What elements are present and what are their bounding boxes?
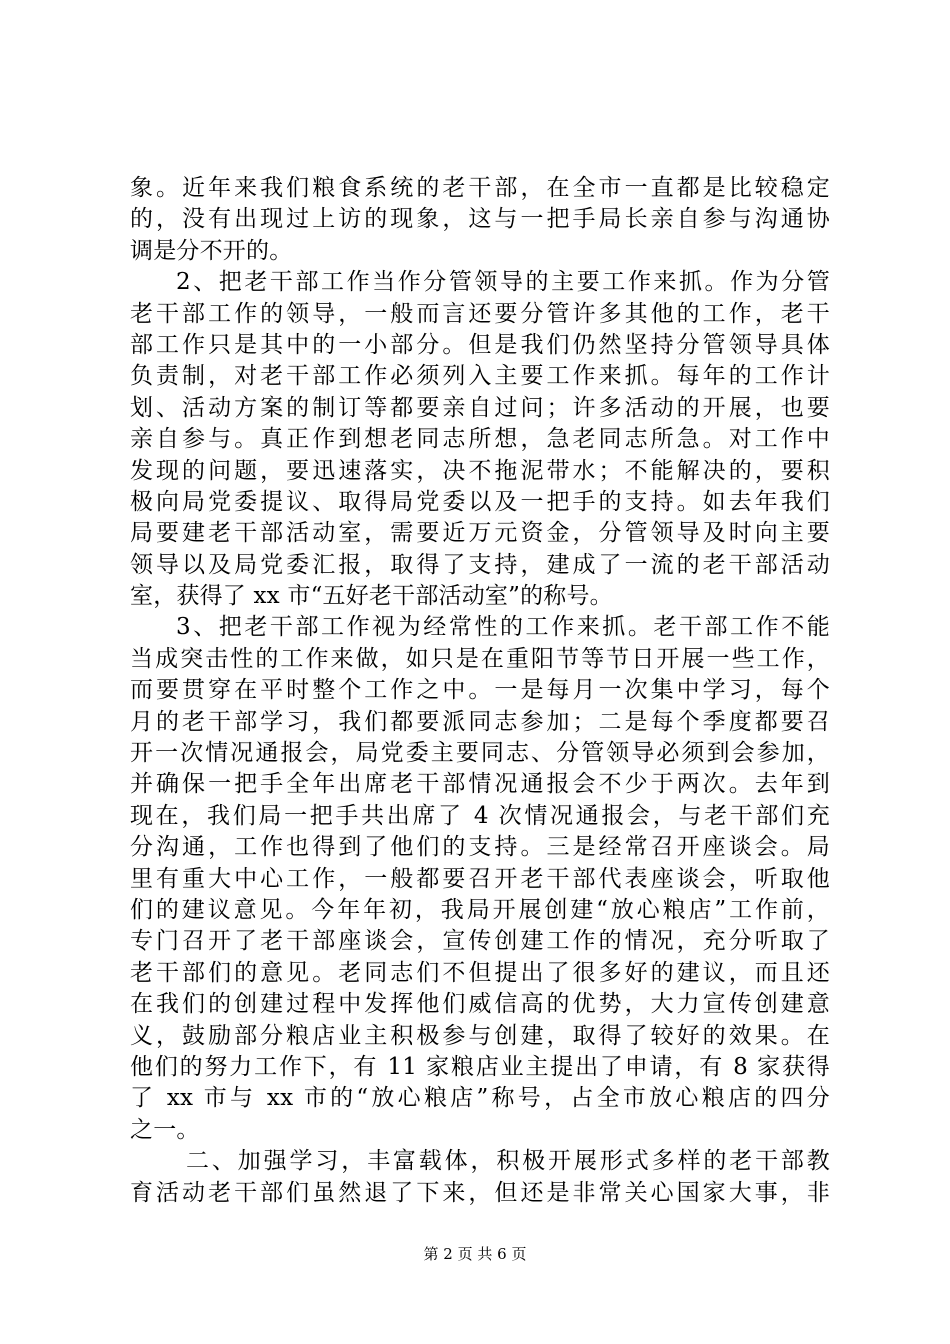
text-line: 月的老干部学习，我们都要派同志参加；二是每个季度都要召 xyxy=(130,708,830,735)
text-line: 的，没有出现过上访的现象，这与一把手局长亲自参与沟通协 xyxy=(130,206,830,233)
page-number-label: 第 2 页 共 6 页 xyxy=(423,1245,527,1263)
page-footer xyxy=(0,1244,950,1264)
text-line: 象。近年来我们粮食系统的老干部，在全市一直都是比较稳定 xyxy=(130,175,830,201)
text-line: 育活动老干部们虽然退了下来，但还是非常关心国家大事，非 xyxy=(130,1179,830,1206)
text-line: 而要贯穿在平时整个工作之中。一是每月一次集中学习，每个 xyxy=(130,677,830,704)
body-text xyxy=(130,173,830,1209)
text-line: 了 xx 市与 xx 市的“放心粮店”称号，占全市放心粮店的四分 xyxy=(130,1085,830,1112)
text-line: 亲自参与。真正作到想老同志所想，急老同志所急。对工作中 xyxy=(130,426,830,453)
text-line: 在我们的创建过程中发挥他们威信高的优势，大力宣传创建意 xyxy=(130,991,830,1018)
text-line: 老干部们的意见。老同志们不但提出了很多好的建议，而且还 xyxy=(130,959,830,986)
text-line: 负责制，对老干部工作必须列入主要工作来抓。每年的工作计 xyxy=(130,363,830,390)
text-line: 2、把老干部工作当作分管领导的主要工作来抓。作为分管 xyxy=(176,269,830,296)
text-line: 极向局党委提议、取得局党委以及一把手的支持。如去年我们 xyxy=(130,488,830,515)
text-line: 3、把老干部工作视为经常性的工作来抓。老干部工作不能 xyxy=(176,614,830,641)
text-line: 调是分不开的。 xyxy=(130,237,293,264)
text-line: 现在，我们局一把手共出席了 4 次情况通报会，与老干部们充 xyxy=(130,802,830,829)
text-line: 专门召开了老干部座谈会，宣传创建工作的情况，充分听取了 xyxy=(130,928,830,955)
text-line: 里有重大中心工作，一般都要召开老干部代表座谈会，听取他 xyxy=(130,865,830,892)
text-line: 发现的问题，要迅速落实，决不拖泥带水；不能解决的，要积 xyxy=(130,457,830,484)
text-line: 部工作只是其中的一小部分。但是我们仍然坚持分管领导具体 xyxy=(130,331,830,358)
text-line: 领导以及局党委汇报，取得了支持，建成了一流的老干部活动 xyxy=(130,551,830,578)
text-line: 开一次情况通报会，局党委主要同志、分管领导必须到会参加， xyxy=(130,740,830,767)
text-line: 划、活动方案的制订等都要亲自过问；许多活动的开展，也要 xyxy=(130,394,830,421)
text-line: 老干部工作的领导，一般而言还要分管许多其他的工作，老干 xyxy=(130,300,830,327)
text-line: 分沟通，工作也得到了他们的支持。三是经常召开座谈会。局 xyxy=(130,834,830,861)
text-line: 义，鼓励部分粮店业主积极参与创建，取得了较好的效果。在 xyxy=(130,1022,830,1049)
text-line: 之一。 xyxy=(130,1116,200,1143)
text-line: 当成突击性的工作来做，如只是在重阳节等节日开展一些工作， xyxy=(130,645,830,672)
text-line: 们的建议意见。今年年初，我局开展创建“放心粮店”工作前， xyxy=(130,896,830,923)
text-line: 局要建老干部活动室，需要近万元资金，分管领导及时向主要 xyxy=(130,520,830,547)
text-line: 二、加强学习，丰富载体，积极开展形式多样的老干部教 xyxy=(186,1148,830,1175)
text-line: 并确保一把手全年出席老干部情况通报会不少于两次。去年到 xyxy=(130,771,830,798)
text-line: 室，获得了 xx 市“五好老干部活动室”的称号。 xyxy=(130,583,613,610)
text-line: 他们的努力工作下，有 11 家粮店业主提出了申请，有 8 家获得 xyxy=(130,1053,830,1080)
